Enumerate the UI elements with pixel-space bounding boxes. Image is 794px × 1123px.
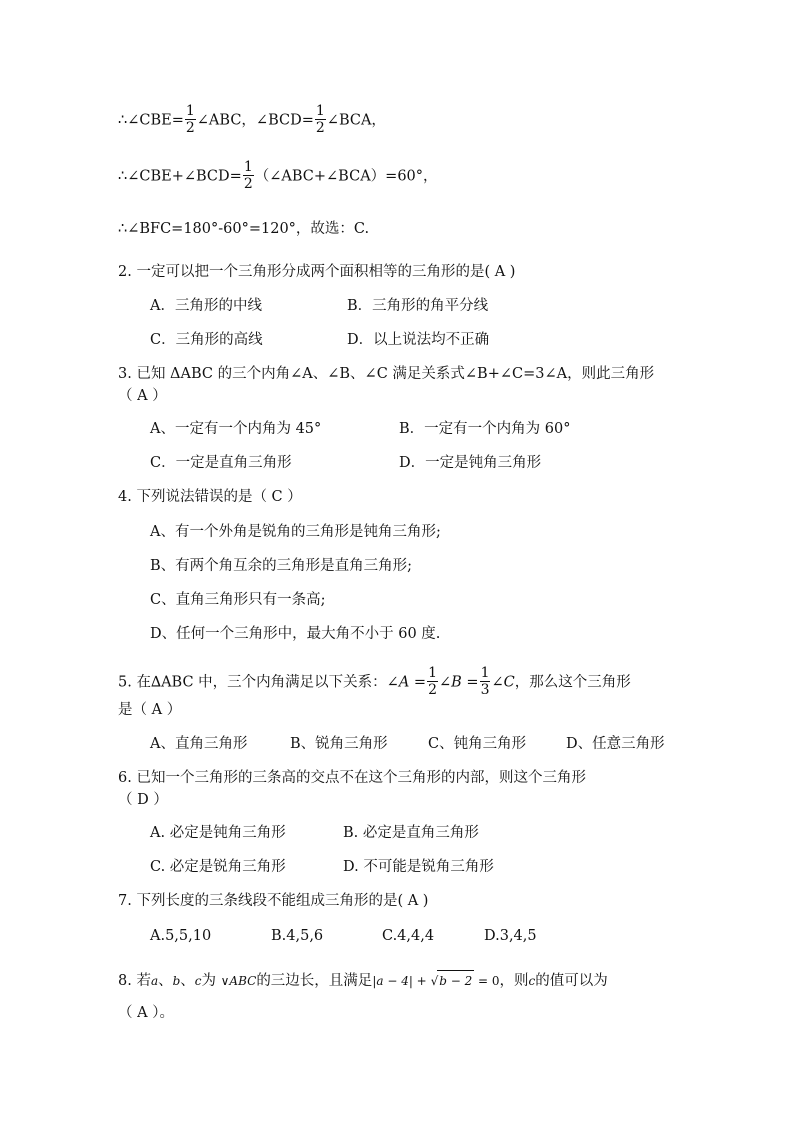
q2-option-b: B．三角形的角平分线 [347, 298, 489, 314]
math-var: c [528, 974, 536, 988]
q5-option-d: D、任意三角形 [566, 736, 665, 752]
fraction [480, 665, 491, 698]
math-var: a [150, 974, 159, 988]
fraction [427, 665, 438, 698]
denominator: 2 [315, 120, 325, 136]
q7-option-c: C.4,4,4 [382, 928, 435, 944]
text: 、 [180, 973, 195, 989]
question-6-answer: （ D ） [118, 792, 168, 808]
math-text: = 0 [474, 974, 500, 988]
q5-option-a: A、直角三角形 [150, 736, 248, 752]
q6-option-a: A. 必定是钝角三角形 [150, 825, 286, 841]
solution-line-1 [118, 104, 386, 137]
text: ∴∠CBE+∠BCD= [118, 168, 242, 185]
q4-option-a: A、有一个外角是锐角的三角形是钝角三角形; [150, 524, 441, 540]
text: 为 [201, 973, 217, 989]
numerator: 1 [428, 665, 437, 681]
math-text: ∠A = [386, 674, 427, 691]
denominator: 2 [185, 120, 195, 136]
q6-option-c: C. 必定是锐角三角形 [150, 859, 286, 875]
q3-option-c: C．一定是直角三角形 [150, 455, 292, 471]
numerator: 1 [480, 665, 490, 681]
text: ，那么这个三角形 [514, 674, 631, 691]
math-text: b − 2 [437, 970, 474, 991]
sqrt-icon: √ [430, 974, 439, 988]
question-3-stem: 3. 已知 ΔABC 的三个内角∠A、∠B、∠C 满足关系式∠B+∠C=3∠A，则此三角形 [118, 366, 655, 382]
text: 的值可以为 [535, 973, 608, 989]
question-5-answer: 是（ A ） [118, 702, 182, 718]
text: 、 [158, 973, 173, 989]
math-text: |a − 4| + [372, 974, 431, 988]
q2-option-a: A．三角形的中线 [150, 298, 262, 314]
question-4-stem: 4. 下列说法错误的是（ C ） [118, 489, 302, 505]
math-text: ∨ABC [220, 974, 257, 988]
q4-option-d: D、任何一个三角形中，最大角不小于 60 度. [150, 626, 441, 642]
math-var: b [172, 974, 181, 988]
math-text: ∠C [491, 674, 515, 691]
q3-option-d: D．一定是钝角三角形 [399, 455, 542, 471]
solution-line-3: ∴∠BFC=180°-60°=120°，故选：C. [118, 221, 370, 237]
q7-option-d: D.3,4,5 [484, 928, 537, 944]
question-8-answer: （ A ）。 [118, 1005, 174, 1021]
fraction [185, 103, 196, 136]
math-text: ∠B = [438, 674, 479, 691]
question-3-answer: （ A ） [118, 388, 167, 404]
numerator: 1 [243, 159, 253, 175]
q2-option-d: D．以上说法均不正确 [347, 332, 490, 348]
text: 的三边长，且满足 [256, 973, 373, 989]
question-5-stem [118, 666, 631, 699]
fraction [315, 103, 326, 136]
text: ∴∠CBE= [118, 112, 184, 129]
numerator: 1 [315, 103, 325, 119]
question-7-stem: 7. 下列长度的三条线段不能组成三角形的是( A ) [118, 893, 429, 909]
text: ，则 [499, 973, 529, 989]
question-8-stem [118, 970, 608, 991]
q2-option-c: C．三角形的高线 [150, 332, 263, 348]
math-var: c [194, 974, 202, 988]
q6-option-b: B. 必定是直角三角形 [343, 825, 479, 841]
denominator: 2 [243, 176, 253, 192]
question-6-stem: 6. 已知一个三角形的三条高的交点不在这个三角形的内部，则这个三角形 [118, 770, 586, 786]
solution-line-2 [118, 160, 438, 193]
q4-option-c: C、直角三角形只有一条高; [150, 592, 326, 608]
q3-option-a: A、一定有一个内角为 45° [150, 421, 322, 437]
text: ∠BCA， [326, 112, 386, 129]
text: （∠ABC+∠BCA）=60°， [254, 168, 438, 185]
q5-option-c: C、钝角三角形 [428, 736, 527, 752]
question-2-stem: 2. 一定可以把一个三角形分成两个面积相等的三角形的是( A ) [118, 264, 516, 280]
fraction [243, 159, 254, 192]
text: 8. 若 [118, 973, 151, 989]
q4-option-b: B、有两个角互余的三角形是直角三角形; [150, 558, 413, 574]
text: 5. 在∆ABC 中，三个内角满足以下关系： [118, 674, 387, 691]
text: ∠ABC，∠BCD= [196, 112, 314, 129]
q5-option-b: B、锐角三角形 [290, 736, 388, 752]
numerator: 1 [185, 103, 195, 119]
q7-option-b: B.4,5,6 [271, 928, 324, 944]
denominator: 3 [480, 682, 490, 698]
q6-option-d: D. 不可能是锐角三角形 [343, 859, 494, 875]
q7-option-a: A.5,5,10 [150, 928, 212, 944]
denominator: 2 [428, 682, 437, 698]
q3-option-b: B．一定有一个内角为 60° [399, 421, 571, 437]
